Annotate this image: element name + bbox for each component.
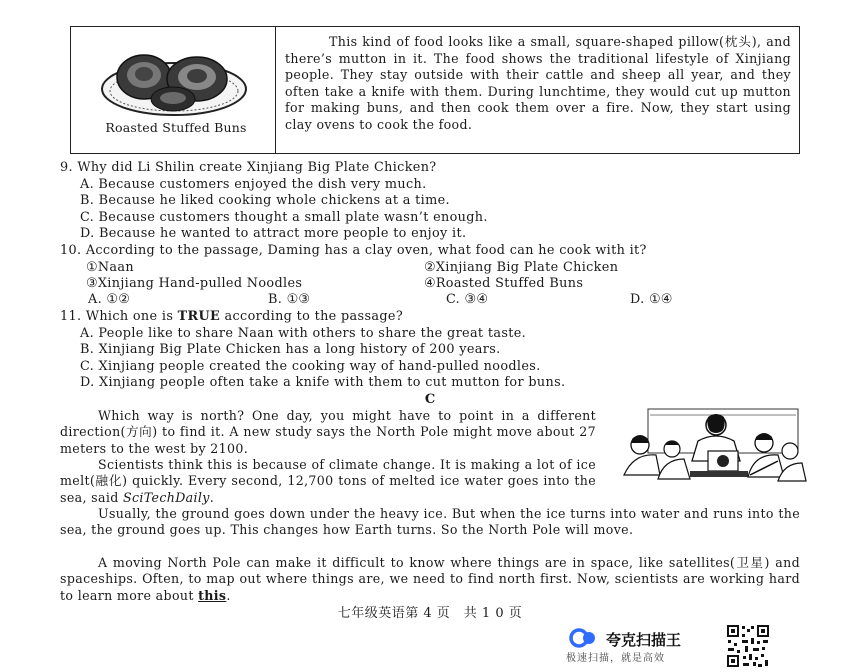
q11-stem-pre: 11. Which one is — [60, 309, 178, 324]
q9-stem: 9. Why did Li Shilin create Xinjiang Big Plate Chicken? — [60, 160, 437, 175]
q10-option-b: B. ①③ — [268, 292, 311, 307]
source-name: SciTechDaily — [123, 489, 210, 505]
q10-option-a: A. ①② — [88, 292, 131, 307]
q10-option-c: C. ③④ — [446, 292, 489, 307]
q10-item-1: ①Naan — [86, 260, 134, 275]
table-divider — [275, 27, 276, 153]
section-c-p4-text: A moving North Pole can make it difficult to know where things are in space, like satellites(卫星) and spaceships. Often, to map out where things are, we need to find north first. Now, scientists are working hard to learn more about — [60, 555, 800, 603]
section-c-paragraph-4 — [60, 555, 800, 604]
section-c-paragraph-3 — [60, 506, 800, 539]
section-c-label: C — [424, 392, 436, 407]
food-description-text: This kind of food looks like a small, square-shaped pillow(枕头), and there’s mutton in it. The food shows the traditional lifestyle of Xinjiang people. They stay outside with their cattle and sheep all year, and they often take a knife with them. During lunchtime, they would cut up mutton for making buns, and then cook them over a fire. Now, they start using clay ovens to cook the food. — [285, 34, 791, 132]
section-c-p4-end: . — [226, 587, 231, 603]
q11-stem-bold: TRUE — [177, 309, 221, 324]
q9-option-c: C. Because customers thought a small plate wasn’t enough. — [80, 210, 488, 225]
q10-option-d: D. ①④ — [630, 292, 673, 307]
scanner-tagline: 极速扫描，就是高效 — [566, 653, 665, 664]
scanner-watermark — [566, 626, 726, 666]
food-caption: Roasted Stuffed Buns — [105, 120, 247, 135]
q10-item-4: ④Roasted Stuffed Buns — [424, 276, 584, 291]
section-c-p1-text: Which way is north? One day, you might have to point in a different direction(方向) to find it. A new study says the North Pole might move about 27 meters to the west by 2100. — [60, 408, 596, 456]
q11-option-c: C. Xinjiang people created the cooking way of hand-pulled noodles. — [80, 359, 541, 374]
scientists-illustration — [618, 405, 808, 485]
q11-option-a: A. People like to share Naan with others to share the great taste. — [80, 326, 527, 341]
q9-option-d: D. Because he wanted to attract more people to enjoy it. — [80, 226, 467, 241]
quark-logo-icon — [568, 628, 600, 648]
section-c-paragraph-1 — [60, 408, 596, 457]
q11-stem — [60, 309, 403, 324]
section-c-p2-text: Scientists think this is because of climate change. It is making a lot of ice melt(融化) quickly. Every second, 12,700 tons of melted ice water goes into the sea, said — [60, 457, 596, 505]
page-footer: 七年级英语第 4 页 共 1 0 页 — [337, 606, 523, 621]
roasted-buns-illustration — [89, 41, 259, 131]
underlined-word-this: this — [198, 587, 227, 603]
q9-option-b: B. Because he liked cooking whole chickens at a time. — [80, 193, 450, 208]
section-c-p3-text: Usually, the ground goes down under the heavy ice. But when the ice turns into water and runs into the sea, the ground goes up. This changes how Earth turns. So the North Pole will move. — [60, 506, 800, 538]
q10-stem: 10. According to the passage, Daming has a clay oven, what food can he cook with it? — [60, 243, 647, 258]
food-description — [285, 34, 791, 134]
q11-option-b: B. Xinjiang Big Plate Chicken has a long history of 200 years. — [80, 342, 501, 357]
q10-item-2: ②Xinjiang Big Plate Chicken — [424, 260, 619, 275]
q11-stem-post: according to the passage? — [220, 309, 404, 324]
q10-item-3: ③Xinjiang Hand-pulled Noodles — [86, 276, 303, 291]
section-c-p2-end: . — [209, 489, 215, 505]
food-table — [70, 26, 800, 154]
q9-option-a: A. Because customers enjoyed the dish very much. — [80, 177, 427, 192]
q11-option-d: D. Xinjiang people often take a knife with them to cut mutton for buns. — [80, 375, 566, 390]
scanner-app-name: 夸克扫描王 — [606, 631, 682, 649]
qr-code — [726, 624, 770, 668]
section-c-paragraph-2 — [60, 457, 596, 506]
